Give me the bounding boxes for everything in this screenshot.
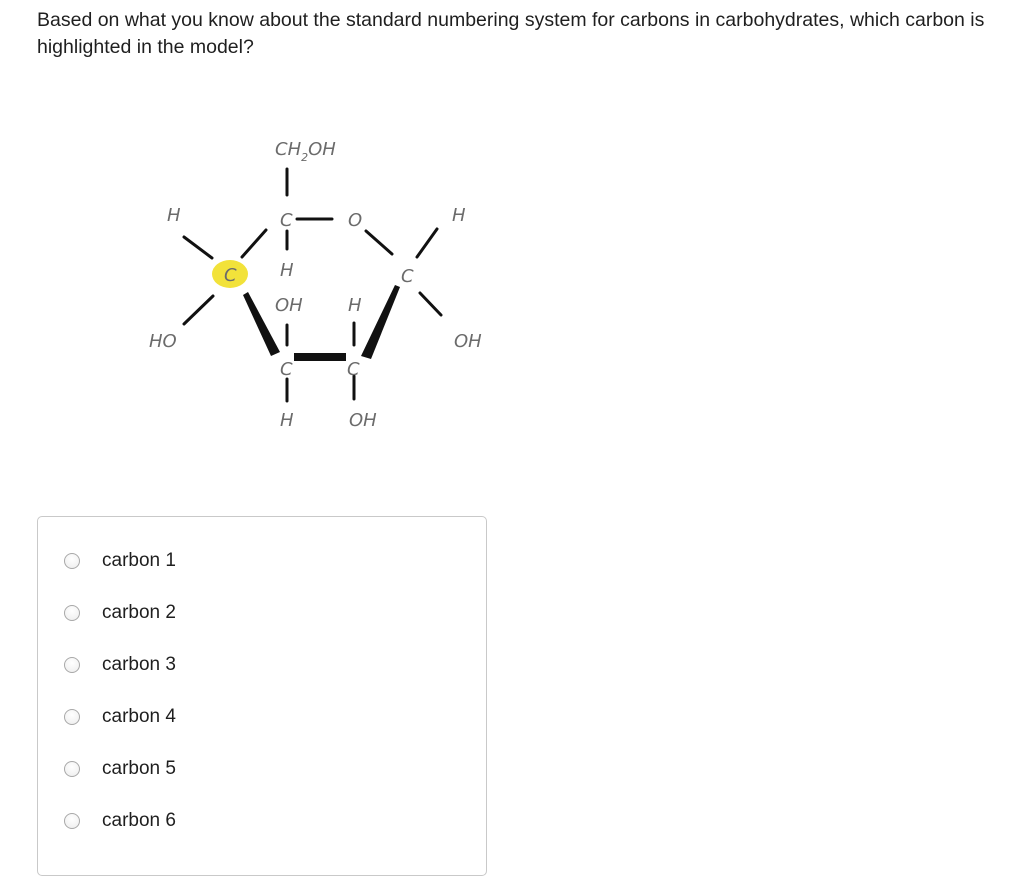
radio-button[interactable]	[64, 813, 80, 829]
label-highlighted-carbon: C	[224, 265, 237, 286]
radio-button[interactable]	[64, 553, 80, 569]
bond-o-c1	[366, 231, 392, 254]
radio-button[interactable]	[64, 709, 80, 725]
option-carbon-2[interactable]	[64, 598, 176, 628]
label-c2: C	[347, 359, 360, 380]
option-label: carbon 5	[102, 758, 176, 779]
option-label: carbon 2	[102, 602, 176, 623]
bond-c4-ho	[184, 296, 213, 324]
bond-c4-h	[184, 237, 212, 258]
label-h-c2: H	[348, 295, 362, 316]
radio-button[interactable]	[64, 657, 80, 673]
label-h-under-c5: H	[280, 260, 294, 281]
label-c5: C	[280, 210, 293, 231]
bond-c1-oh	[420, 293, 441, 315]
label-h-top-left: H	[167, 205, 181, 226]
option-carbon-5[interactable]	[64, 754, 176, 784]
radio-button[interactable]	[64, 605, 80, 621]
label-oh-c3: OH	[275, 295, 303, 316]
label-oh-bottom: OH	[349, 410, 377, 431]
option-carbon-6[interactable]	[64, 806, 176, 836]
bond-c1-h	[417, 229, 437, 257]
haworth-projection-diagram	[130, 125, 510, 445]
option-carbon-4[interactable]	[64, 702, 176, 732]
label-c1: C	[401, 266, 414, 287]
carbohydrate-ring-model	[130, 125, 510, 445]
label-oh-right: OH	[454, 331, 482, 352]
question-text: Based on what you know about the standard numbering system for carbons in carbohydrates, which carbon is highlighted in the model?	[37, 9, 985, 58]
option-label: carbon 6	[102, 810, 176, 831]
bold-bond-c3-c2	[294, 353, 346, 361]
label-ring-oxygen: O	[348, 210, 363, 231]
label-h-top-right: H	[452, 205, 466, 226]
wedge-bond-c1-c2	[361, 285, 400, 359]
option-carbon-3[interactable]	[64, 650, 176, 680]
label-ch2oh: $CH_2OH$	[275, 139, 336, 164]
option-label: carbon 4	[102, 706, 176, 727]
option-label: carbon 3	[102, 654, 176, 675]
label-ho-left: HO	[149, 331, 177, 352]
radio-button[interactable]	[64, 761, 80, 777]
label-h-bottom: H	[280, 410, 294, 431]
label-c3: C	[280, 359, 293, 380]
answer-options	[37, 516, 487, 876]
option-carbon-1[interactable]	[64, 546, 176, 576]
option-label: carbon 1	[102, 550, 176, 571]
bond-c5-c4	[242, 230, 266, 257]
